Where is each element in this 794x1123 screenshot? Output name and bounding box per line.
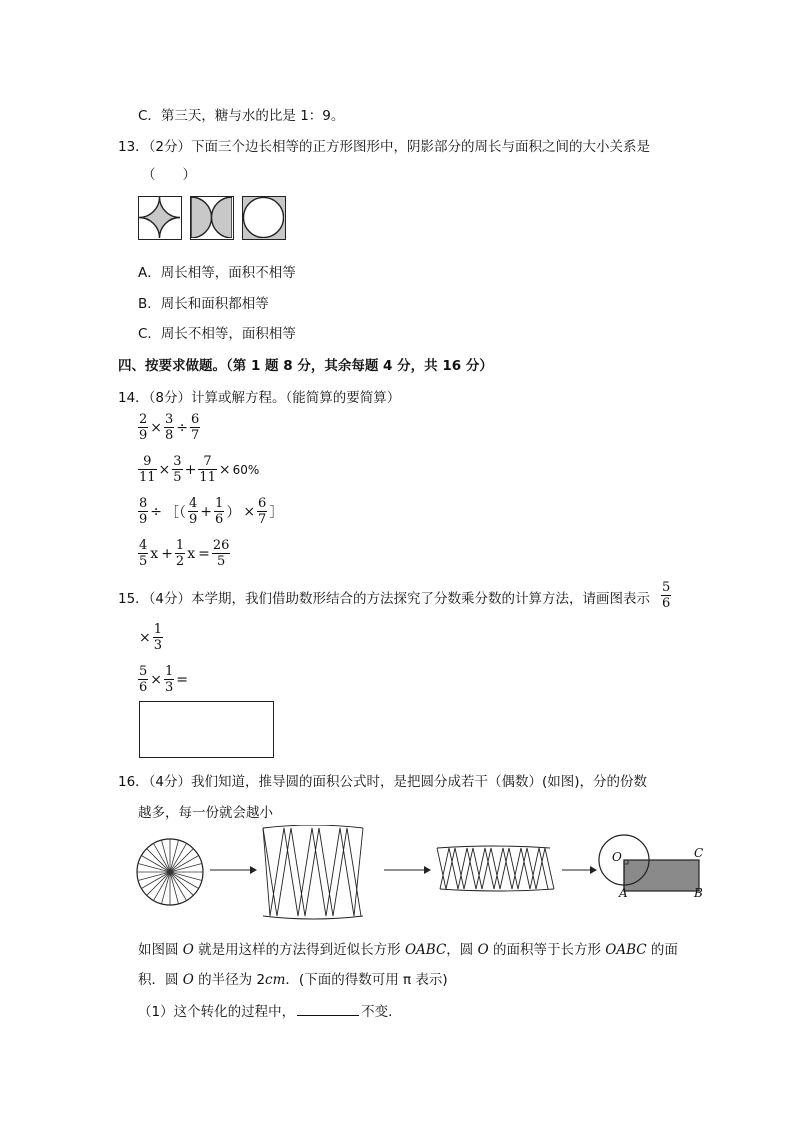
- symbol-o: O: [477, 942, 489, 958]
- fraction: $\frac{1}{2}$: [175, 538, 185, 569]
- arrow-right-icon: [562, 866, 597, 874]
- operator: ×: [158, 461, 171, 478]
- q12-option-c: C．第三天，糖与水的比是 1：9。: [138, 108, 345, 124]
- fraction: $\frac{26}{5}$: [212, 538, 230, 569]
- q13-option-c: C．周长不相等，面积相等: [138, 326, 296, 342]
- q16-desc-line2: [138, 968, 448, 988]
- q14-expr-4: [138, 538, 230, 569]
- operator: ×: [150, 671, 163, 688]
- q16-stem-line2: 越多，每一份就会越小: [138, 805, 273, 821]
- q16-stem-line1: 16．（4分）我们知道，推导圆的面积公式时，是把圆分成若干（偶数）(如图)，分的份数: [118, 774, 648, 790]
- variable-x: x: [150, 545, 159, 562]
- text: ．(下面的得数可用 π 表示): [285, 972, 448, 988]
- paren-close: ）: [226, 504, 241, 521]
- percent-term: 60%: [232, 462, 260, 477]
- label-c: C: [694, 846, 704, 860]
- fraction: $\frac{1}{3}$: [153, 622, 163, 653]
- q16-sub1: [138, 1000, 402, 1020]
- square-figure-circle: [243, 197, 284, 238]
- symbol-o: O: [182, 942, 194, 958]
- symbol-oabc: OABC: [404, 942, 447, 958]
- q13-option-a: A．周长相等，面积不相等: [138, 265, 296, 281]
- bracket-close: ］: [269, 504, 284, 521]
- arrow-right-icon: [384, 866, 431, 874]
- q15-stem-fraction: [661, 580, 671, 611]
- q16-figure: [130, 825, 710, 920]
- q14-stem: 14．（8分）计算或解方程。（能简算的要简算）: [118, 390, 401, 406]
- q14-expr-2: [138, 454, 259, 485]
- fraction: $\frac{7}{11}$: [199, 454, 216, 485]
- fraction: $\frac{5}{6}$: [662, 580, 671, 611]
- operator: ×: [150, 419, 163, 436]
- q16-desc-line1: [138, 938, 678, 958]
- variable-x: x: [187, 545, 196, 562]
- symbol-o: O: [182, 972, 194, 988]
- fraction: $\frac{1}{3}$: [165, 664, 174, 695]
- fraction: $\frac{6}{7}$: [191, 412, 200, 443]
- text: 不变．: [361, 1004, 402, 1020]
- label-b: B: [694, 886, 703, 900]
- bracket-open: ［（: [165, 504, 187, 521]
- operator: ÷: [150, 503, 163, 520]
- operator: +: [200, 503, 213, 520]
- fraction: $\frac{1}{6}$: [215, 496, 224, 527]
- text: 积．圆: [138, 972, 183, 988]
- unit-cm: cm: [265, 972, 286, 988]
- fraction: $\frac{5}{6}$: [139, 664, 148, 695]
- fraction: $\frac{2}{9}$: [139, 412, 148, 443]
- section-4-title: 四、按要求做题。（第 1 题 8 分，其余每题 4 分，共 16 分）: [118, 358, 493, 374]
- answer-blank[interactable]: [297, 1003, 359, 1016]
- fraction: $\frac{8}{9}$: [139, 496, 148, 527]
- operator: +: [161, 545, 173, 562]
- fraction: $\frac{4}{9}$: [189, 496, 198, 527]
- operator: ÷: [176, 419, 189, 436]
- q13-stem: 13．（2分）下面三个边长相等的正方形图形中，阴影部分的周长与面积之间的大小关系是: [118, 139, 651, 155]
- q13-square-3: [242, 196, 286, 240]
- equals: =: [176, 671, 189, 688]
- q13-option-b: B．周长和面积都相等: [138, 296, 269, 312]
- text: 的面: [646, 942, 678, 958]
- q15-drawing-box[interactable]: [139, 701, 274, 758]
- fraction: $\frac{9}{11}$: [139, 454, 156, 485]
- q14-expr-3: [138, 496, 284, 527]
- rearranged-sectors-short: [437, 846, 554, 891]
- q14-expr-1: [138, 412, 200, 443]
- text: 就是用这样的方法得到近似长方形: [193, 942, 405, 958]
- text: ，圆: [446, 942, 478, 958]
- text: 的面积等于长方形: [488, 942, 606, 958]
- square-figure-lens: [191, 197, 232, 238]
- equals: =: [198, 545, 210, 562]
- operator: +: [184, 461, 197, 478]
- q13-paren: （ ）: [142, 167, 196, 183]
- label-a: A: [619, 886, 628, 900]
- rectangle-oabc: [624, 860, 699, 891]
- divided-circle: [137, 839, 203, 905]
- fraction: $\frac{3}{8}$: [165, 412, 174, 443]
- square-figure-star: [139, 197, 180, 238]
- operator: ×: [139, 629, 151, 646]
- q13-square-2: [190, 196, 234, 240]
- symbol-oabc: OABC: [605, 942, 647, 958]
- fraction: $\frac{3}{5}$: [173, 454, 182, 485]
- q15-stem-cont: [138, 622, 163, 653]
- q15-equation: [138, 664, 189, 695]
- arrow-right-icon: [210, 866, 257, 874]
- fraction: $\frac{4}{5}$: [139, 538, 148, 569]
- label-o: O: [612, 850, 622, 864]
- q15-stem: 15．（4分）本学期，我们借助数形结合的方法探究了分数乘分数的计算方法，请画图表示: [118, 591, 651, 607]
- text: 如图圆: [138, 942, 183, 958]
- fraction: $\frac{6}{7}$: [258, 496, 267, 527]
- operator: ×: [243, 503, 256, 520]
- q13-square-1: [138, 196, 182, 240]
- operator: ×: [218, 461, 231, 478]
- text: （1）这个转化的过程中，: [138, 1004, 296, 1020]
- rearranged-sectors-tall: [263, 825, 363, 919]
- text: 的半径为 2: [193, 972, 266, 988]
